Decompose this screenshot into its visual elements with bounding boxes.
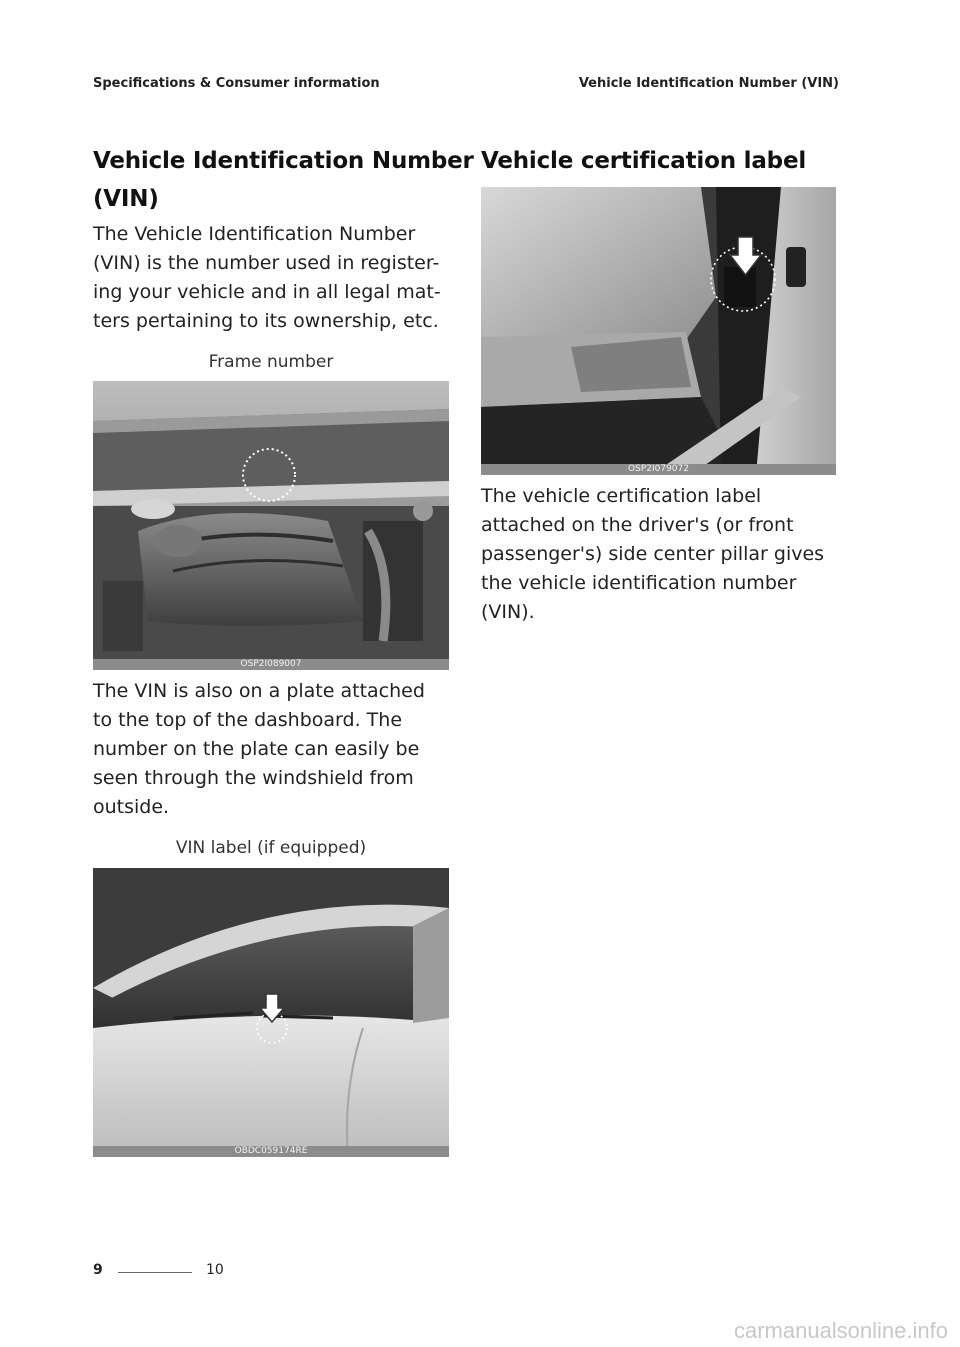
footer-page-number: 10 (206, 1262, 224, 1278)
footer-section-number: 9 (93, 1262, 103, 1278)
text-line: attached on the driver's (or front (481, 514, 794, 536)
footer-divider (118, 1272, 192, 1273)
vin-plate-paragraph (93, 677, 425, 822)
windshield-figure (93, 868, 449, 1157)
figure-code: OSP2I079072 (481, 464, 836, 475)
door-pillar-illustration (481, 187, 836, 475)
engine-bay-illustration (93, 381, 449, 670)
vin-heading-line1: Vehicle Identification Number (93, 148, 474, 174)
text-line: the vehicle identification number (481, 572, 797, 594)
text-line: (VIN). (481, 601, 535, 623)
watermark-text: carmanualsonline.info (733, 1318, 948, 1343)
certification-paragraph (481, 482, 824, 627)
figure-code: OBDC059174RE (93, 1146, 449, 1157)
text-line: to the top of the dashboard. The (93, 709, 403, 731)
certification-heading: Vehicle certification label (481, 148, 807, 174)
header-section-title: Specifications & Consumer information (93, 76, 380, 91)
text-line: (VIN) is the number used in register- (93, 252, 440, 274)
figure-code: OSP2I089007 (93, 659, 449, 670)
vin-label-caption: VIN label (if equipped) (175, 838, 367, 858)
windshield-illustration (93, 868, 449, 1157)
header-page-title: Vehicle Identification Number (VIN) (578, 76, 839, 91)
text-line: ing your vehicle and in all legal mat- (93, 281, 441, 303)
text-line: seen through the windshield from (93, 767, 414, 789)
vin-heading-line2: (VIN) (93, 186, 159, 212)
vin-intro-paragraph (93, 220, 441, 336)
text-line: The Vehicle Identification Number (93, 223, 416, 245)
text-line: The VIN is also on a plate attached (93, 680, 425, 702)
text-line: passenger's) side center pillar gives (481, 543, 825, 565)
text-line: outside. (93, 796, 170, 818)
door-pillar-figure (481, 187, 836, 475)
text-line: number on the plate can easily be (93, 738, 420, 760)
engine-bay-figure (93, 381, 449, 670)
text-line: The vehicle certification label (481, 485, 762, 507)
text-line: ters pertaining to its ownership, etc. (93, 310, 439, 332)
frame-number-caption: Frame number (208, 352, 334, 372)
